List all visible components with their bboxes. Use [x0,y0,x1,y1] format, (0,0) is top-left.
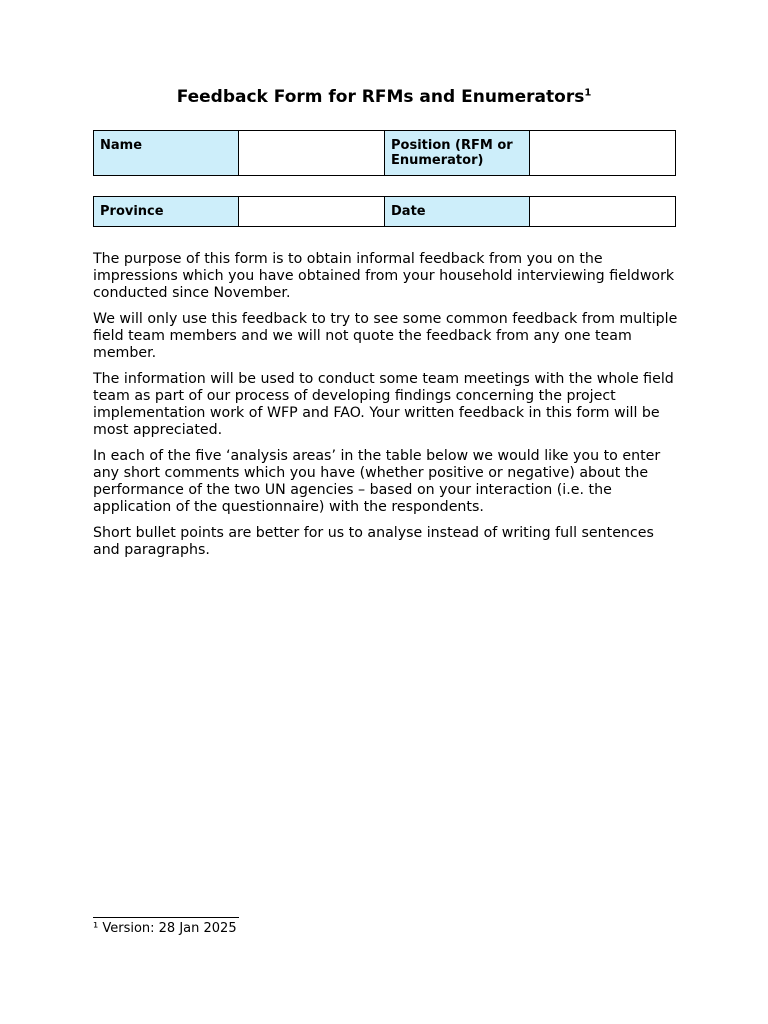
paragraph-meetings: The information will be used to conduct some team meetings with the whole field team as part of our process of developing findings concerning the project implementation work of WFP and FAO. Your written feedback in this form will be most appreciated. [93,371,674,438]
page-title [0,86,768,108]
province-field[interactable] [239,197,385,227]
page-title-text: Feedback Form for RFMs and Enumerators [176,87,585,107]
table-row [94,131,676,176]
paragraph-usage: We will only use this feedback to try to see some common feedback from multiple field team members and we will not quote the feedback from any one team member. [93,311,678,361]
paragraph-bullet-points: Short bullet points are better for us to analyse instead of writing full sentences and paragraphs. [93,525,654,558]
title-footnote-marker: 1 [584,87,592,99]
intro-text [93,251,683,568]
paragraph-analysis-areas: In each of the five ‘analysis areas’ in the table below we would like you to enter any short comments which you have (whether positive or negative) about the performance of the two UN agencies – based on your interaction (i.e. the application of the questionnaire) with the respondents. [93,448,661,515]
date-label: Date [385,197,530,227]
footnote-separator [93,917,239,918]
name-field[interactable] [239,131,385,176]
name-position-table [93,130,676,176]
province-label: Province [94,197,239,227]
province-date-table [93,196,676,227]
footnote: ¹ Version: 28 Jan 2025 [93,921,237,936]
date-field[interactable] [530,197,676,227]
table-row [94,197,676,227]
paragraph-purpose: The purpose of this form is to obtain informal feedback from you on the impressions which you have obtained from your household interviewing fieldwork conducted since November. [93,251,675,301]
position-field[interactable] [530,131,676,176]
position-label: Position (RFM or Enumerator) [385,131,530,176]
name-label: Name [94,131,239,176]
